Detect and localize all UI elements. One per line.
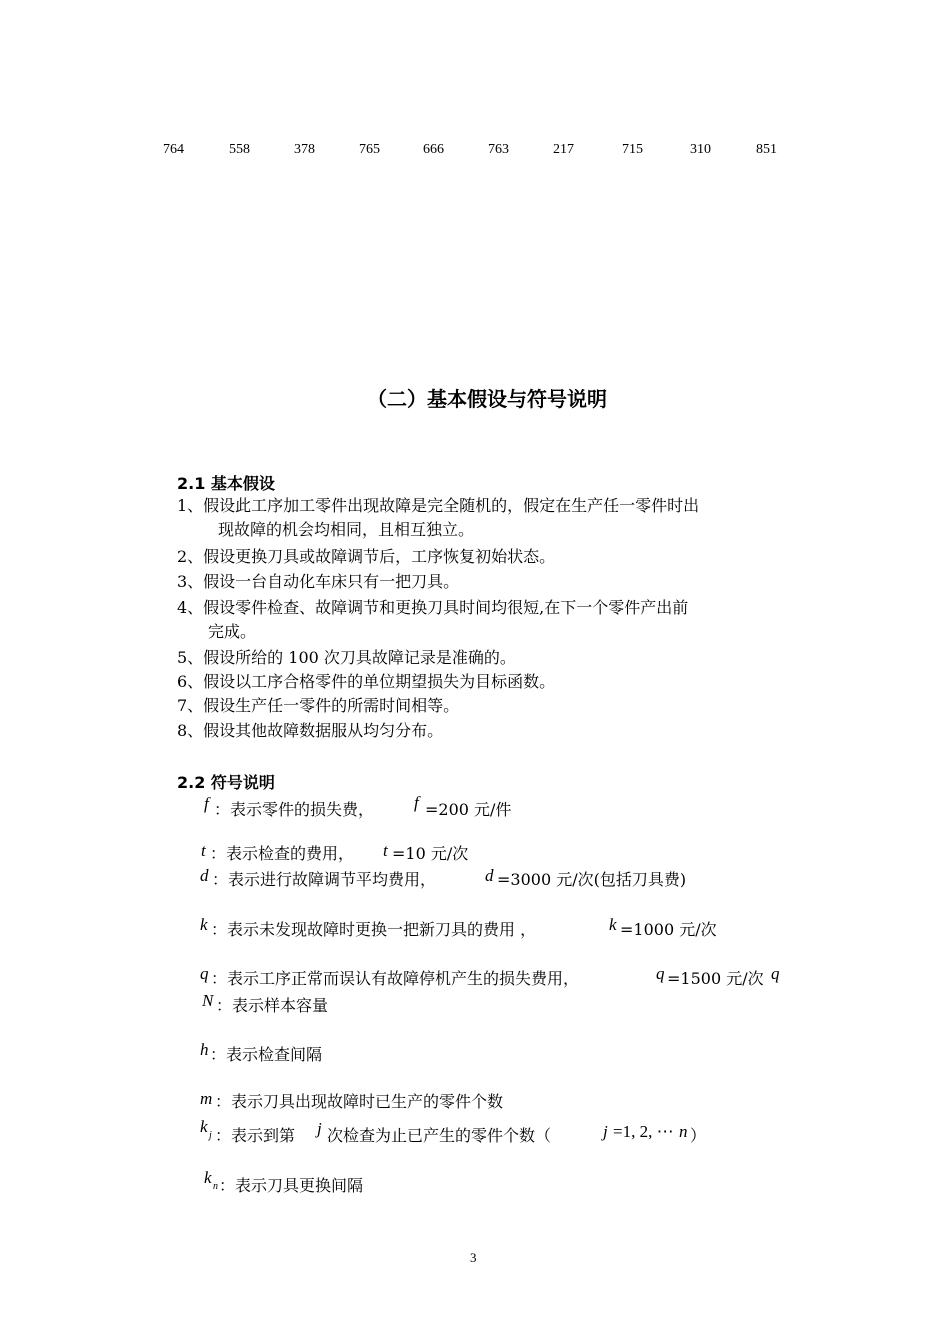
symbol-value: =1000 元/次 (620, 920, 717, 939)
symbol-desc: ：表示工序正常而误认有故障停机产生的损失费用， (211, 969, 580, 988)
symbol-value: =1500 元/次 (667, 969, 764, 988)
symbol-glyph: k (200, 915, 208, 934)
page-number: 3 (470, 1250, 477, 1265)
symbols-heading: 2.2 符号说明 (177, 773, 275, 792)
symbol-desc: ：表示样本容量 (216, 996, 329, 1015)
assumption-item: 现故障的机会均相同，且相互独立。 (218, 520, 475, 539)
data-value: 310 (690, 142, 711, 157)
symbol-desc: ：表示刀具更换间隔 (219, 1176, 364, 1195)
symbol-glyph: f (204, 794, 209, 813)
assumption-item: 3、假设一台自动化车床只有一把刀具。 (177, 572, 460, 591)
symbol-desc: ：表示检查的费用， (210, 844, 355, 863)
symbol-desc: ：表示未发现故障时更换一把新刀具的费用 ， (211, 920, 537, 939)
symbol-subscript: n (213, 1181, 218, 1192)
assumption-item: 完成。 (208, 622, 257, 641)
assumption-item: 8、假设其他故障数据服从均匀分布。 (177, 721, 444, 740)
symbol-glyph: n (679, 1122, 688, 1141)
assumption-item: 2、假设更换刀具或故障调节后，工序恢复初始状态。 (177, 547, 556, 566)
symbol-glyph: d (485, 866, 494, 885)
symbol-desc: ：表示到第 (215, 1126, 296, 1145)
symbol-glyph: j (317, 1119, 322, 1138)
symbol-value: =200 元/件 (425, 800, 512, 819)
assumption-item: 4、假设零件检查、故障调节和更换刀具时间均很短,在下一个零件产出前 (177, 598, 689, 617)
symbol-glyph: d (200, 866, 209, 885)
data-value: 765 (359, 142, 380, 157)
symbol-glyph: t (201, 841, 206, 860)
data-value: 764 (163, 142, 184, 157)
symbol-glyph: k (609, 915, 617, 934)
data-value: 217 (553, 142, 574, 157)
symbol-glyph: j (603, 1122, 608, 1141)
symbol-desc: ：表示进行故障调节平均费用， (212, 870, 437, 889)
data-value: 715 (622, 142, 643, 157)
symbol-glyph: t (383, 841, 388, 860)
symbol-glyph: f (414, 793, 419, 812)
symbol-desc: 次检查为止已产生的零件个数（ (327, 1126, 552, 1145)
symbol-desc: ） (690, 1126, 707, 1145)
symbol-glyph: q (771, 964, 780, 983)
assumption-item: 1、假设此工序加工零件出现故障是完全随机的，假定在生产任一零件时出 (177, 496, 700, 515)
symbol-glyph: k (204, 1168, 212, 1187)
symbol-subscript: j (209, 1130, 212, 1141)
symbol-desc: ：表示检查间隔 (210, 1045, 323, 1064)
assumption-item: 7、假设生产任一零件的所需时间相等。 (177, 696, 460, 715)
data-value: 558 (229, 142, 250, 157)
assumption-item: 6、假设以工序合格零件的单位期望损失为目标函数。 (177, 672, 556, 691)
assumption-item: 5、假设所给的 100 次刀具故障记录是准确的。 (177, 648, 516, 667)
symbol-desc: ：表示零件的损失费， (214, 800, 375, 819)
equation-range: =1, 2, ⋯ (613, 1122, 674, 1141)
symbol-glyph: h (200, 1040, 209, 1059)
symbol-value: =3000 元/次(包括刀具费) (497, 870, 687, 889)
data-value: 666 (423, 142, 444, 157)
symbol-glyph: N (202, 991, 214, 1010)
data-value: 763 (488, 142, 509, 157)
symbol-glyph: q (200, 964, 209, 983)
assumptions-heading: 2.1 基本假设 (177, 474, 275, 493)
data-value: 378 (294, 142, 315, 157)
symbol-value: =10 元/次 (392, 844, 469, 863)
symbol-glyph: k (200, 1117, 208, 1136)
symbol-desc: ：表示刀具出现故障时已生产的零件个数 (215, 1092, 504, 1111)
section-title: （二）基本假设与符号说明 (367, 387, 607, 411)
symbol-glyph: q (656, 964, 665, 983)
symbol-glyph: m (200, 1089, 213, 1108)
data-value: 851 (756, 142, 777, 157)
